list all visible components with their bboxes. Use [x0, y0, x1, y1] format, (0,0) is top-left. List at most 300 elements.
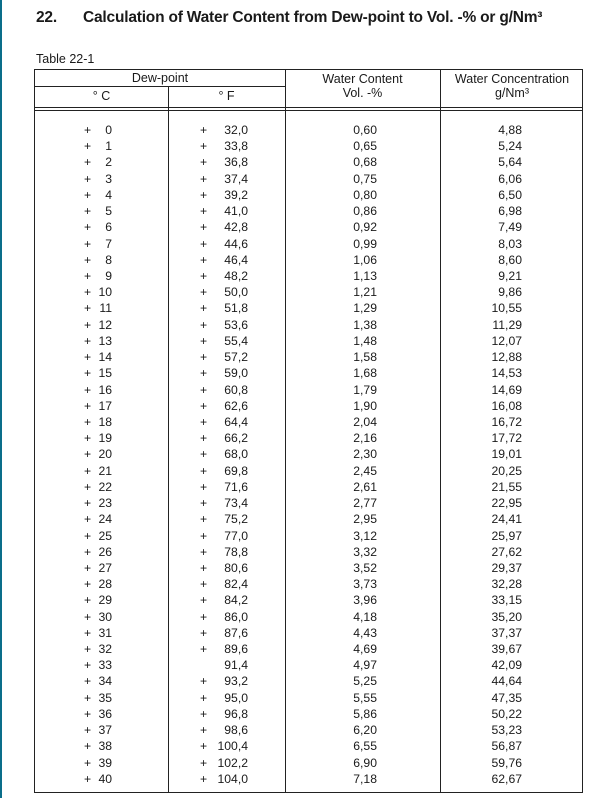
fahrenheit-sign: + — [200, 706, 208, 721]
fahrenheit-sign: + — [200, 690, 208, 705]
table-row — [35, 219, 582, 235]
water-concentration-value: 56,87 — [491, 739, 522, 754]
celsius-sign: + — [84, 528, 92, 543]
water-concentration-value: 24,41 — [491, 512, 522, 527]
celsius-value: 37 — [98, 723, 112, 738]
table-row — [35, 284, 582, 300]
fahrenheit-sign: + — [200, 739, 208, 754]
fahrenheit-sign: + — [200, 479, 208, 494]
section-title: Calculation of Water Content from Dew-point to Vol. -% or g/Nm³ — [83, 9, 543, 26]
water-concentration-value: 17,72 — [491, 431, 522, 446]
water-concentration-value: 9,21 — [498, 268, 522, 283]
celsius-value: 35 — [98, 690, 112, 705]
fahrenheit-value: 73,4 — [224, 496, 248, 511]
table-row — [35, 625, 582, 641]
table-row — [35, 722, 582, 738]
table-row — [35, 560, 582, 576]
table-row — [35, 154, 582, 170]
celsius-value: 11 — [99, 301, 112, 316]
fahrenheit-sign: + — [200, 609, 208, 624]
header-rule-1 — [35, 107, 582, 108]
fahrenheit-sign: + — [200, 771, 208, 786]
fahrenheit-sign: + — [200, 414, 208, 429]
table-row — [35, 138, 582, 154]
table-row — [35, 771, 582, 787]
fahrenheit-sign: + — [200, 350, 208, 365]
water-concentration-value: 6,50 — [498, 187, 522, 202]
celsius-value: 21 — [98, 463, 112, 478]
fahrenheit-value: 46,4 — [224, 252, 248, 267]
fahrenheit-sign: + — [200, 674, 208, 689]
celsius-value: 30 — [98, 609, 112, 624]
fahrenheit-value: 93,2 — [224, 674, 248, 689]
water-concentration-value: 29,37 — [491, 560, 522, 575]
celsius-value: 7 — [105, 236, 112, 251]
fahrenheit-value: 89,6 — [224, 642, 248, 657]
water-concentration-value: 5,64 — [498, 155, 522, 170]
table-row — [35, 576, 582, 592]
water-content-value: 6,55 — [353, 739, 377, 754]
header-fahrenheit: ° F — [218, 89, 235, 103]
header-water-content — [285, 72, 440, 100]
celsius-sign: + — [84, 463, 92, 478]
fahrenheit-value: 60,8 — [224, 382, 248, 397]
celsius-value: 23 — [98, 496, 112, 511]
table-row — [35, 495, 582, 511]
celsius-value: 29 — [98, 593, 112, 608]
fahrenheit-value: 55,4 — [224, 333, 248, 348]
celsius-value: 13 — [98, 333, 112, 348]
water-concentration-value: 47,35 — [491, 690, 522, 705]
water-concentration-value: 8,03 — [498, 236, 522, 251]
fahrenheit-sign: + — [200, 187, 208, 202]
water-concentration-value: 59,76 — [491, 755, 522, 770]
water-concentration-value: 12,07 — [491, 333, 522, 348]
water-content-value: 1,29 — [353, 301, 377, 316]
water-content-value: 0,65 — [353, 139, 377, 154]
celsius-value: 18 — [98, 414, 112, 429]
table-row — [35, 430, 582, 446]
fahrenheit-value: 41,0 — [224, 204, 248, 219]
fahrenheit-value: 75,2 — [224, 512, 248, 527]
fahrenheit-sign: + — [200, 333, 208, 348]
table-row — [35, 398, 582, 414]
page-edge-rule — [0, 0, 2, 798]
celsius-sign: + — [84, 139, 92, 154]
water-content-value: 3,73 — [353, 577, 377, 592]
fahrenheit-sign: + — [200, 155, 208, 170]
header-water-concentration-title: Water Concentration — [454, 72, 570, 86]
celsius-sign: + — [84, 333, 92, 348]
celsius-value: 38 — [98, 739, 112, 754]
table-row — [35, 268, 582, 284]
fahrenheit-sign: + — [200, 398, 208, 413]
celsius-value: 32 — [98, 642, 112, 657]
water-concentration-value: 20,25 — [491, 463, 522, 478]
water-content-value: 2,95 — [353, 512, 377, 527]
table-row — [35, 463, 582, 479]
fahrenheit-value: 39,2 — [224, 187, 248, 202]
fahrenheit-value: 68,0 — [224, 447, 248, 462]
water-concentration-value: 21,55 — [491, 479, 522, 494]
celsius-value: 5 — [105, 204, 112, 219]
fahrenheit-sign: + — [200, 139, 208, 154]
fahrenheit-sign: + — [200, 755, 208, 770]
water-concentration-value: 37,37 — [491, 625, 522, 640]
celsius-sign: + — [84, 609, 92, 624]
fahrenheit-value: 77,0 — [224, 528, 248, 543]
fahrenheit-value: 66,2 — [224, 431, 248, 446]
water-content-value: 5,25 — [353, 674, 377, 689]
celsius-value: 17 — [98, 398, 112, 413]
header-rule-2 — [35, 110, 582, 111]
fahrenheit-sign: + — [200, 285, 208, 300]
celsius-value: 31 — [98, 625, 112, 640]
celsius-sign: + — [84, 479, 92, 494]
water-content-value: 6,90 — [353, 755, 377, 770]
header-celsius: ° C — [92, 89, 111, 103]
fahrenheit-value: 71,6 — [224, 479, 248, 494]
table-row — [35, 609, 582, 625]
table-row — [35, 592, 582, 608]
celsius-value: 10 — [98, 285, 112, 300]
celsius-sign: + — [84, 771, 92, 786]
table-row — [35, 365, 582, 381]
water-content-value: 0,86 — [353, 204, 377, 219]
celsius-sign: + — [84, 382, 92, 397]
celsius-value: 34 — [98, 674, 112, 689]
table-row — [35, 317, 582, 333]
water-concentration-value: 39,67 — [491, 642, 522, 657]
fahrenheit-sign: + — [200, 301, 208, 316]
fahrenheit-sign: + — [200, 171, 208, 186]
celsius-value: 12 — [98, 317, 112, 332]
celsius-sign: + — [84, 642, 92, 657]
celsius-sign: + — [84, 658, 92, 673]
celsius-value: 3 — [105, 171, 112, 186]
celsius-sign: + — [84, 706, 92, 721]
water-concentration-value: 10,55 — [491, 301, 522, 316]
fahrenheit-sign: + — [200, 463, 208, 478]
fahrenheit-value: 87,6 — [224, 625, 248, 640]
water-content-value: 1,79 — [353, 382, 377, 397]
water-content-value: 2,45 — [353, 463, 377, 478]
celsius-sign: + — [84, 171, 92, 186]
section-number: 22. — [36, 9, 57, 26]
celsius-sign: + — [84, 350, 92, 365]
fahrenheit-value: 44,6 — [224, 236, 248, 251]
fahrenheit-value: 86,0 — [224, 609, 248, 624]
celsius-value: 22 — [98, 479, 112, 494]
water-content-value: 3,96 — [353, 593, 377, 608]
fahrenheit-value: 33,8 — [224, 139, 248, 154]
water-concentration-value: 9,86 — [498, 285, 522, 300]
water-content-value: 3,52 — [353, 560, 377, 575]
celsius-value: 27 — [98, 560, 112, 575]
celsius-sign: + — [84, 123, 92, 137]
celsius-value: 33 — [98, 658, 112, 673]
water-content-value: 7,18 — [353, 771, 377, 786]
water-concentration-value: 5,24 — [498, 139, 522, 154]
celsius-sign: + — [84, 252, 92, 267]
fahrenheit-value: 96,8 — [224, 706, 248, 721]
table-row — [35, 690, 582, 706]
water-content-value: 3,12 — [353, 528, 377, 543]
table-row — [35, 236, 582, 252]
water-concentration-value: 6,98 — [498, 204, 522, 219]
fahrenheit-sign: + — [200, 577, 208, 592]
header-dewpoint: Dew-point — [131, 71, 189, 85]
celsius-value: 2 — [105, 155, 112, 170]
fahrenheit-value: 36,8 — [224, 155, 248, 170]
table-row — [35, 673, 582, 689]
fahrenheit-sign: + — [200, 544, 208, 559]
water-concentration-value: 4,88 — [498, 123, 522, 137]
fahrenheit-sign: + — [200, 512, 208, 527]
celsius-sign: + — [84, 544, 92, 559]
celsius-value: 39 — [98, 755, 112, 770]
table-row — [35, 300, 582, 316]
water-concentration-value: 44,64 — [491, 674, 522, 689]
water-content-value: 4,69 — [353, 642, 377, 657]
celsius-value: 40 — [98, 771, 112, 786]
celsius-sign: + — [84, 577, 92, 592]
water-content-value: 2,16 — [353, 431, 377, 446]
celsius-sign: + — [84, 447, 92, 462]
fahrenheit-sign: + — [200, 366, 208, 381]
celsius-sign: + — [84, 560, 92, 575]
water-content-value: 2,61 — [353, 479, 377, 494]
water-concentration-value: 50,22 — [491, 706, 522, 721]
water-concentration-value: 11,29 — [492, 317, 522, 332]
celsius-sign: + — [84, 187, 92, 202]
celsius-sign: + — [84, 512, 92, 527]
celsius-sign: + — [84, 690, 92, 705]
celsius-sign: + — [84, 496, 92, 511]
celsius-value: 36 — [98, 706, 112, 721]
table-row — [35, 641, 582, 657]
fahrenheit-value: 53,6 — [224, 317, 248, 332]
water-concentration-value: 7,49 — [498, 220, 522, 235]
fahrenheit-value: 82,4 — [224, 577, 248, 592]
water-content-value: 1,48 — [353, 333, 377, 348]
fahrenheit-sign: + — [200, 625, 208, 640]
water-content-value: 1,06 — [353, 252, 377, 267]
celsius-sign: + — [84, 674, 92, 689]
table-row — [35, 511, 582, 527]
table-row — [35, 382, 582, 398]
fahrenheit-value: 69,8 — [224, 463, 248, 478]
fahrenheit-sign: + — [200, 496, 208, 511]
fahrenheit-value: 84,2 — [224, 593, 248, 608]
water-concentration-value: 33,15 — [491, 593, 522, 608]
celsius-value: 28 — [98, 577, 112, 592]
water-concentration-value: 6,06 — [498, 171, 522, 186]
fahrenheit-sign: + — [200, 236, 208, 251]
water-content-value: 0,60 — [353, 123, 377, 137]
fahrenheit-sign: + — [200, 447, 208, 462]
table-row — [35, 187, 582, 203]
fahrenheit-value: 98,6 — [224, 723, 248, 738]
celsius-value: 26 — [98, 544, 112, 559]
fahrenheit-value: 95,0 — [224, 690, 248, 705]
fahrenheit-value: 102,2 — [217, 755, 248, 770]
fahrenheit-sign: + — [200, 268, 208, 283]
fahrenheit-value: 59,0 — [224, 366, 248, 381]
fahrenheit-value: 100,4 — [217, 739, 248, 754]
celsius-sign: + — [84, 155, 92, 170]
celsius-value: 25 — [98, 528, 112, 543]
water-content-value: 6,20 — [353, 723, 377, 738]
fahrenheit-value: 91,4 — [224, 658, 248, 673]
table-row — [35, 446, 582, 462]
water-content-value: 1,68 — [353, 366, 377, 381]
fahrenheit-value: 48,2 — [224, 268, 248, 283]
fahrenheit-sign: + — [200, 204, 208, 219]
celsius-sign: + — [84, 220, 92, 235]
water-content-value: 1,21 — [353, 285, 377, 300]
table-row — [35, 738, 582, 754]
celsius-value: 16 — [98, 382, 112, 397]
celsius-sign: + — [84, 414, 92, 429]
table-row — [35, 203, 582, 219]
water-concentration-value: 42,09 — [491, 658, 522, 673]
fahrenheit-value: 64,4 — [224, 414, 248, 429]
water-concentration-value: 14,69 — [491, 382, 522, 397]
celsius-value: 14 — [98, 350, 112, 365]
water-concentration-value: 25,97 — [491, 528, 522, 543]
water-content-value: 0,80 — [353, 187, 377, 202]
fahrenheit-sign: + — [200, 252, 208, 267]
water-content-value: 2,77 — [353, 496, 377, 511]
celsius-value: 6 — [105, 220, 112, 235]
water-content-value: 2,30 — [353, 447, 377, 462]
water-concentration-value: 19,01 — [491, 447, 522, 462]
table-row — [35, 349, 582, 365]
celsius-sign: + — [84, 431, 92, 446]
water-concentration-value: 22,95 — [491, 496, 522, 511]
header-water-concentration — [440, 72, 584, 100]
fahrenheit-sign: + — [200, 431, 208, 446]
celsius-value: 15 — [98, 366, 112, 381]
celsius-sign: + — [84, 268, 92, 283]
celsius-value: 9 — [105, 268, 112, 283]
water-concentration-value: 8,60 — [498, 252, 522, 267]
table-row — [35, 544, 582, 560]
dewpoint-underline — [35, 86, 285, 87]
header-water-content-title: Water Content — [322, 72, 403, 86]
fahrenheit-sign: + — [200, 317, 208, 332]
fahrenheit-sign: + — [200, 593, 208, 608]
table-row — [35, 171, 582, 187]
celsius-sign: + — [84, 204, 92, 219]
fahrenheit-value: 104,0 — [217, 771, 248, 786]
water-concentration-value: 27,62 — [491, 544, 522, 559]
fahrenheit-value: 42,8 — [224, 220, 248, 235]
celsius-value: 24 — [98, 512, 112, 527]
celsius-sign: + — [84, 301, 92, 316]
header-water-content-unit: Vol. -% — [342, 86, 383, 100]
water-concentration-value: 16,08 — [491, 398, 522, 413]
celsius-value: 4 — [105, 187, 112, 202]
water-content-value: 1,90 — [353, 398, 377, 413]
fahrenheit-sign: + — [200, 560, 208, 575]
celsius-value: 1 — [105, 139, 112, 154]
water-content-value: 5,86 — [353, 706, 377, 721]
celsius-sign: + — [84, 398, 92, 413]
table-row — [35, 122, 582, 138]
water-content-value: 0,68 — [353, 155, 377, 170]
fahrenheit-sign: + — [200, 642, 208, 657]
fahrenheit-sign: + — [200, 382, 208, 397]
water-content-value: 0,99 — [353, 236, 377, 251]
water-content-value: 1,58 — [353, 350, 377, 365]
celsius-sign: + — [84, 317, 92, 332]
section-heading — [36, 9, 542, 27]
fahrenheit-value: 80,6 — [224, 560, 248, 575]
table-label: Table 22-1 — [36, 52, 95, 66]
celsius-sign: + — [84, 285, 92, 300]
conversion-table — [34, 69, 583, 793]
header-water-concentration-unit: g/Nm³ — [494, 86, 530, 100]
celsius-sign: + — [84, 739, 92, 754]
water-concentration-value: 16,72 — [491, 414, 522, 429]
celsius-sign: + — [84, 236, 92, 251]
water-content-value: 1,13 — [353, 268, 377, 283]
water-content-value: 5,55 — [353, 690, 377, 705]
water-concentration-value: 53,23 — [491, 723, 522, 738]
fahrenheit-value: 32,0 — [224, 123, 248, 137]
water-content-value: 4,18 — [353, 609, 377, 624]
water-concentration-value: 62,67 — [491, 771, 522, 786]
water-concentration-value: 32,28 — [491, 577, 522, 592]
fahrenheit-sign: + — [200, 220, 208, 235]
fahrenheit-value: 37,4 — [224, 171, 248, 186]
fahrenheit-value: 78,8 — [224, 544, 248, 559]
celsius-sign: + — [84, 593, 92, 608]
celsius-value: 8 — [105, 252, 112, 267]
celsius-sign: + — [84, 723, 92, 738]
fahrenheit-value: 50,0 — [224, 285, 248, 300]
fahrenheit-sign: + — [200, 723, 208, 738]
table-row — [35, 528, 582, 544]
table-row — [35, 479, 582, 495]
fahrenheit-value: 57,2 — [224, 350, 248, 365]
water-content-value: 0,92 — [353, 220, 377, 235]
water-content-value: 4,97 — [353, 658, 377, 673]
celsius-sign: + — [84, 625, 92, 640]
water-concentration-value: 12,88 — [491, 350, 522, 365]
table-row — [35, 333, 582, 349]
fahrenheit-value: 51,8 — [224, 301, 248, 316]
celsius-value: 0 — [105, 123, 112, 137]
fahrenheit-sign: + — [200, 123, 208, 137]
water-concentration-value: 14,53 — [491, 366, 522, 381]
table-row — [35, 706, 582, 722]
celsius-value: 19 — [98, 431, 112, 446]
water-content-value: 4,43 — [353, 625, 377, 640]
water-concentration-value: 35,20 — [491, 609, 522, 624]
table-row — [35, 657, 582, 673]
water-content-value: 1,38 — [353, 317, 377, 332]
fahrenheit-value: 62,6 — [224, 398, 248, 413]
table-row — [35, 414, 582, 430]
water-content-value: 3,32 — [353, 544, 377, 559]
water-content-value: 0,75 — [353, 171, 377, 186]
table-row — [35, 755, 582, 771]
table-row — [35, 252, 582, 268]
fahrenheit-sign: + — [200, 528, 208, 543]
